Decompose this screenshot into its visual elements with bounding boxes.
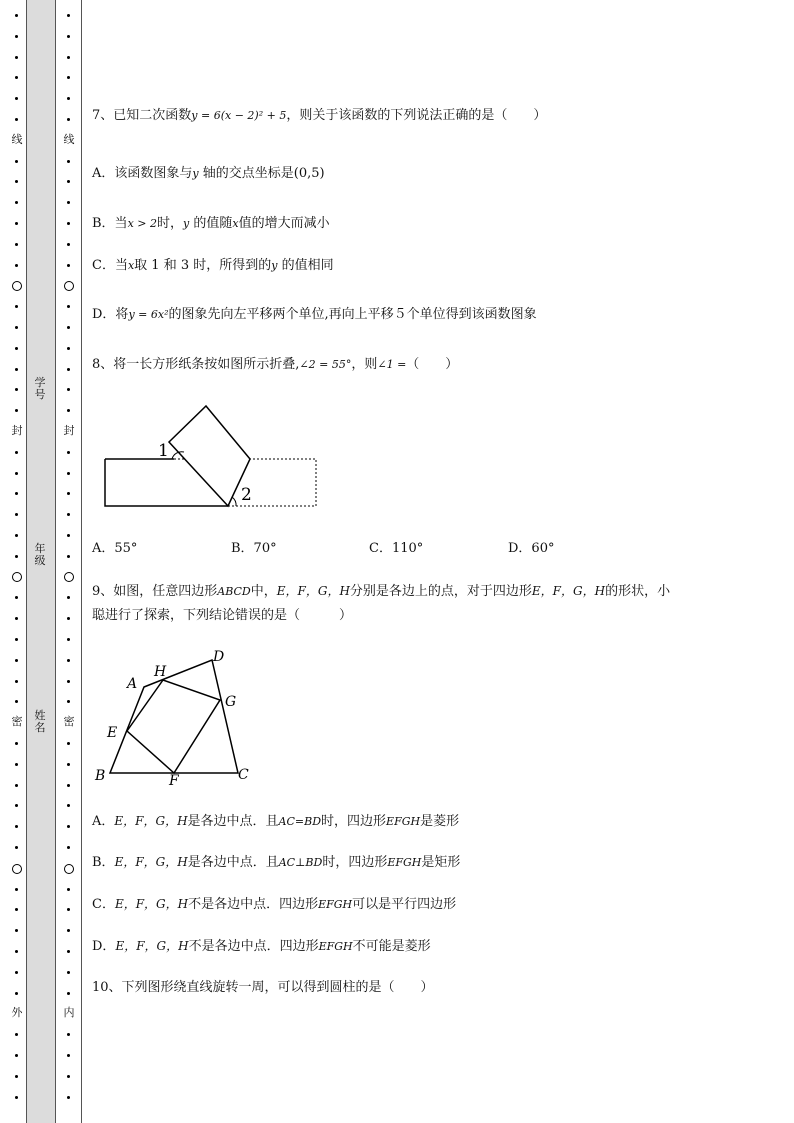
margin-dot — [67, 513, 70, 516]
margin-dot — [15, 763, 18, 766]
margin-dot — [67, 14, 70, 17]
q7-option-b[interactable]: B．当x > 2时，y 的值随x值的增大而减小 — [92, 216, 330, 231]
margin-dot — [15, 1054, 18, 1057]
margin-dot — [15, 804, 18, 807]
margin-dot — [15, 180, 18, 183]
margin-seal-label: 封 — [63, 424, 75, 437]
q7-formula: y = 6(x − 2)² + 5 — [191, 109, 287, 122]
vertex-f-label: F — [169, 773, 179, 789]
margin-dot — [15, 264, 18, 267]
margin-dot — [15, 388, 18, 391]
margin-dot — [67, 617, 70, 620]
margin-circle-mark — [64, 572, 74, 582]
margin-seal-label: 内 — [63, 1006, 75, 1019]
margin-dot — [67, 950, 70, 953]
margin-dot — [15, 971, 18, 974]
margin-dot — [15, 680, 18, 683]
margin-dot — [67, 222, 70, 225]
margin-dot — [15, 742, 18, 745]
q9-option-a[interactable]: A．E，F，G，H是各边中点．且AC=BD时，四边形EFGH是菱形 — [92, 814, 460, 829]
margin-dot — [67, 472, 70, 475]
margin-circle-mark — [12, 572, 22, 582]
margin-dot — [15, 596, 18, 599]
margin-dot — [67, 534, 70, 537]
margin-dot — [67, 784, 70, 787]
margin-dot — [67, 888, 70, 891]
margin-dot — [15, 888, 18, 891]
margin-dot — [67, 264, 70, 267]
margin-seal-label: 线 — [63, 133, 75, 146]
margin-dot — [15, 1096, 18, 1099]
margin-dot — [15, 368, 18, 371]
margin-dot — [67, 347, 70, 350]
margin-dot — [15, 950, 18, 953]
margin-dot — [15, 56, 18, 59]
q8-option-b[interactable]: B．70° — [231, 541, 277, 556]
q8-option-c[interactable]: C．110° — [369, 541, 424, 556]
margin-dot — [67, 555, 70, 558]
margin-dot — [15, 347, 18, 350]
margin-seal-label: 密 — [11, 715, 23, 728]
margin-dot — [15, 97, 18, 100]
question-8: 8、将一长方形纸条按如图所示折叠,∠2 = 55°，则∠1 =（ ） — [92, 357, 459, 372]
margin-dot — [15, 555, 18, 558]
margin-dot — [15, 659, 18, 662]
q9-quadrilateral-figure — [90, 645, 260, 790]
q7-option-d[interactable]: D．将y = 6x²的图象先向左平移两个单位,再向上平移５个单位得到该函数图象 — [92, 307, 537, 322]
margin-dot — [15, 201, 18, 204]
margin-dot — [67, 659, 70, 662]
margin-dot — [15, 1033, 18, 1036]
margin-dot — [15, 76, 18, 79]
vertex-c-label: C — [238, 767, 249, 783]
q9-option-c[interactable]: C．E，F，G，H不是各边中点．四边形EFGH可以是平行四边形 — [92, 897, 457, 912]
margin-dot — [15, 513, 18, 516]
margin-dot — [15, 929, 18, 932]
margin-dot — [67, 804, 70, 807]
margin-dot — [67, 742, 70, 745]
student-info-strip — [26, 0, 56, 1123]
margin-dot — [67, 825, 70, 828]
margin-dot — [15, 243, 18, 246]
margin-dot — [67, 846, 70, 849]
margin-dot — [67, 305, 70, 308]
vertex-b-label: B — [95, 768, 106, 784]
margin-dot — [15, 784, 18, 787]
margin-dot — [15, 14, 18, 17]
margin-dot — [15, 700, 18, 703]
margin-circle-mark — [64, 864, 74, 874]
angle-1-label: 1 — [158, 441, 169, 461]
margin-dot — [15, 617, 18, 620]
student-field-label: 姓名 — [34, 709, 46, 734]
margin-dot — [67, 409, 70, 412]
margin-dot — [67, 1075, 70, 1078]
margin-dot — [67, 201, 70, 204]
q7-option-a[interactable]: A．该函数图象与y 轴的交点坐标是(0,5) — [92, 166, 325, 181]
margin-dot — [15, 305, 18, 308]
margin-circle-mark — [12, 281, 22, 291]
vertex-a-label: A — [127, 676, 138, 692]
margin-dot — [67, 368, 70, 371]
margin-dot — [15, 326, 18, 329]
margin-dot — [15, 451, 18, 454]
margin-dot — [67, 971, 70, 974]
margin-dot — [67, 700, 70, 703]
margin-dot — [67, 451, 70, 454]
binding-margin-inner — [55, 0, 82, 1123]
margin-dot — [15, 1075, 18, 1078]
margin-dot — [15, 492, 18, 495]
margin-dot — [67, 118, 70, 121]
q8-folded-strip-figure — [100, 400, 322, 512]
question-9-line-2: 聪进行了探索，下列结论错误的是（ ） — [92, 608, 353, 623]
margin-seal-label: 密 — [63, 715, 75, 728]
q9-option-b[interactable]: B．E，F，G，H是各边中点．且AC⊥BD时，四边形EFGH是矩形 — [92, 855, 461, 870]
student-field-label: 学号 — [34, 376, 46, 401]
margin-dot — [15, 222, 18, 225]
margin-dot — [67, 326, 70, 329]
angle-2-arc — [232, 497, 236, 506]
margin-dot — [15, 160, 18, 163]
margin-dot — [67, 35, 70, 38]
margin-dot — [67, 243, 70, 246]
margin-dot — [15, 35, 18, 38]
question-7: 7、已知二次函数y = 6(x − 2)² + 5，则关于该函数的下列说法正确的是（ ） — [92, 108, 547, 123]
margin-dot — [15, 846, 18, 849]
q9-option-d[interactable]: D．E，F，G，H不是各边中点．四边形EFGH不可能是菱形 — [92, 939, 431, 954]
margin-dot — [15, 908, 18, 911]
q8-option-a[interactable]: A．55° — [92, 541, 138, 556]
vertex-h-label: H — [154, 664, 167, 680]
margin-dot — [67, 929, 70, 932]
vertex-g-label: G — [225, 694, 237, 710]
margin-dot — [67, 56, 70, 59]
question-9-line-1: 9、如图，任意四边形ABCD中，E，F，G，H分别是各边上的点，对于四边形E，F，G，H的形状，小 — [92, 584, 671, 599]
margin-seal-label: 线 — [11, 133, 23, 146]
margin-dot — [67, 76, 70, 79]
margin-dot — [67, 1096, 70, 1099]
margin-seal-label: 封 — [11, 424, 23, 437]
vertex-e-label: E — [107, 725, 118, 741]
angle-2-label: 2 — [241, 485, 252, 505]
margin-dot — [67, 492, 70, 495]
strip-folded-part — [169, 406, 250, 506]
margin-circle-mark — [12, 864, 22, 874]
margin-dot — [15, 409, 18, 412]
margin-dot — [15, 825, 18, 828]
q8-option-d[interactable]: D．60° — [508, 541, 555, 556]
margin-dot — [67, 596, 70, 599]
vertex-d-label: D — [213, 649, 225, 665]
margin-dot — [67, 992, 70, 995]
margin-dot — [67, 1033, 70, 1036]
margin-dot — [15, 472, 18, 475]
margin-dot — [67, 180, 70, 183]
margin-dot — [67, 908, 70, 911]
margin-dot — [67, 160, 70, 163]
margin-circle-mark — [64, 281, 74, 291]
margin-dot — [67, 680, 70, 683]
margin-dot — [67, 638, 70, 641]
margin-dot — [67, 388, 70, 391]
margin-dot — [67, 97, 70, 100]
margin-dot — [15, 638, 18, 641]
q7-option-c[interactable]: C．当x取 1 和 3 时，所得到的y 的值相同 — [92, 258, 334, 273]
margin-dot — [67, 1054, 70, 1057]
margin-dot — [15, 118, 18, 121]
margin-dot — [67, 763, 70, 766]
margin-dot — [15, 534, 18, 537]
student-field-label: 年级 — [34, 542, 46, 567]
question-10: 10、下列图形绕直线旋转一周，可以得到圆柱的是（ ） — [92, 980, 434, 995]
margin-dot — [15, 992, 18, 995]
binding-margin-outer — [8, 0, 26, 1123]
margin-seal-label: 外 — [11, 1006, 23, 1019]
